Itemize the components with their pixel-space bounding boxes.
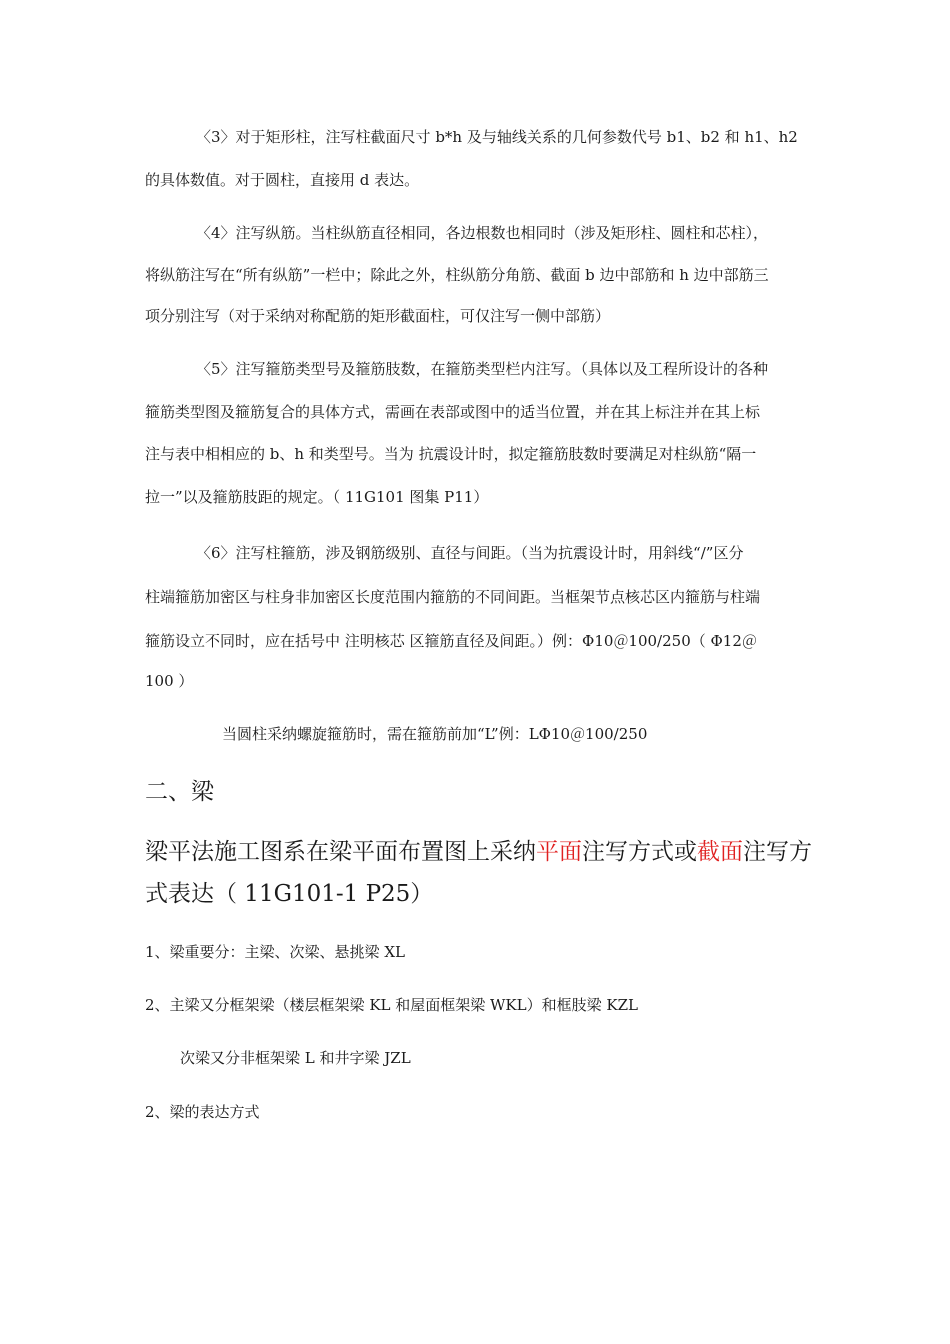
list-item-2: 2、主梁又分框架梁（楼层框架梁 KL 和屋面框架梁 WKL）和框肢梁 KZL: [145, 996, 638, 1014]
p6-line3: 箍筋设立不同时，应在括号中 注明核芯 区箍筋直径及间距。）例：Φ10＠100/250（ Φ12＠: [145, 632, 757, 650]
p4-line3: 项分别注写（对于采纳对称配筋的矩形截面柱，可仅注写一侧中部筋）: [145, 307, 611, 325]
intro-text-a: 梁平法施工图系在梁平面布置图上采纳: [145, 839, 536, 865]
p6-line5: 当圆柱采纳螺旋箍筋时，需在箍筋前加“L”例：LΦ10＠100/250: [222, 725, 648, 743]
section-heading: 二、梁: [145, 779, 214, 805]
intro-highlight-section: 截面: [697, 839, 743, 865]
list-item-1: 1、梁重要分：主梁、次梁、悬挑梁 XL: [145, 943, 405, 961]
intro-highlight-plane: 平面: [536, 839, 582, 865]
p5-line2: 箍筋类型图及箍筋复合的具体方式，需画在表部或图中的适当位置，并在其上标注并在其上标: [145, 403, 761, 421]
p4-line1: 〈4〉注写纵筋。当柱纵筋直径相同，各边根数也相同时（涉及矩形柱、圆柱和芯柱），: [196, 224, 769, 242]
intro-text-c: 注写方: [743, 839, 812, 865]
p5-line1: 〈5〉注写箍筋类型号及箍筋肢数，在箍筋类型栏内注写。（具体以及工程所设计的各种: [196, 360, 769, 378]
section-intro-line2: 式表达（ 11G101-1 P25）: [145, 881, 434, 907]
list-item-2-sub: 次梁又分非框架梁 L 和井字梁 JZL: [180, 1049, 411, 1067]
p5-line4: 拉一”以及箍筋肢距的规定。（ 11G101 图集 P11）: [145, 488, 489, 506]
p5-line3: 注与表中相相应的 b、h 和类型号。当为 抗震设计时，拟定箍筋肢数时要满足对柱纵筋“隔一: [145, 445, 757, 463]
intro-text-b: 注写方式或: [582, 839, 697, 865]
p6-line1: 〈6〉注写柱箍筋，涉及钢筋级别、直径与间距。（当为抗震设计时，用斜线“/”区分: [196, 544, 744, 562]
list-item-3: 2、梁的表达方式: [145, 1103, 260, 1121]
p3-line2: 的具体数值。对于圆柱，直接用 d 表达。: [145, 171, 420, 189]
p6-line2: 柱端箍筋加密区与柱身非加密区长度范围内箍筋的不同间距。当框架节点核芯区内箍筋与柱端: [145, 588, 761, 606]
p3-line1: 〈3〉对于矩形柱，注写柱截面尺寸 b*h 及与轴线关系的几何参数代号 b1、b2 和 h1、h2: [196, 128, 798, 146]
p6-line4: 100 ）: [145, 672, 194, 690]
section-intro-line1: [145, 837, 812, 867]
p4-line2: 将纵筋注写在“所有纵筋”一栏中；除此之外，柱纵筋分角筋、截面 b 边中部筋和 h 边中部筋三: [145, 266, 769, 284]
